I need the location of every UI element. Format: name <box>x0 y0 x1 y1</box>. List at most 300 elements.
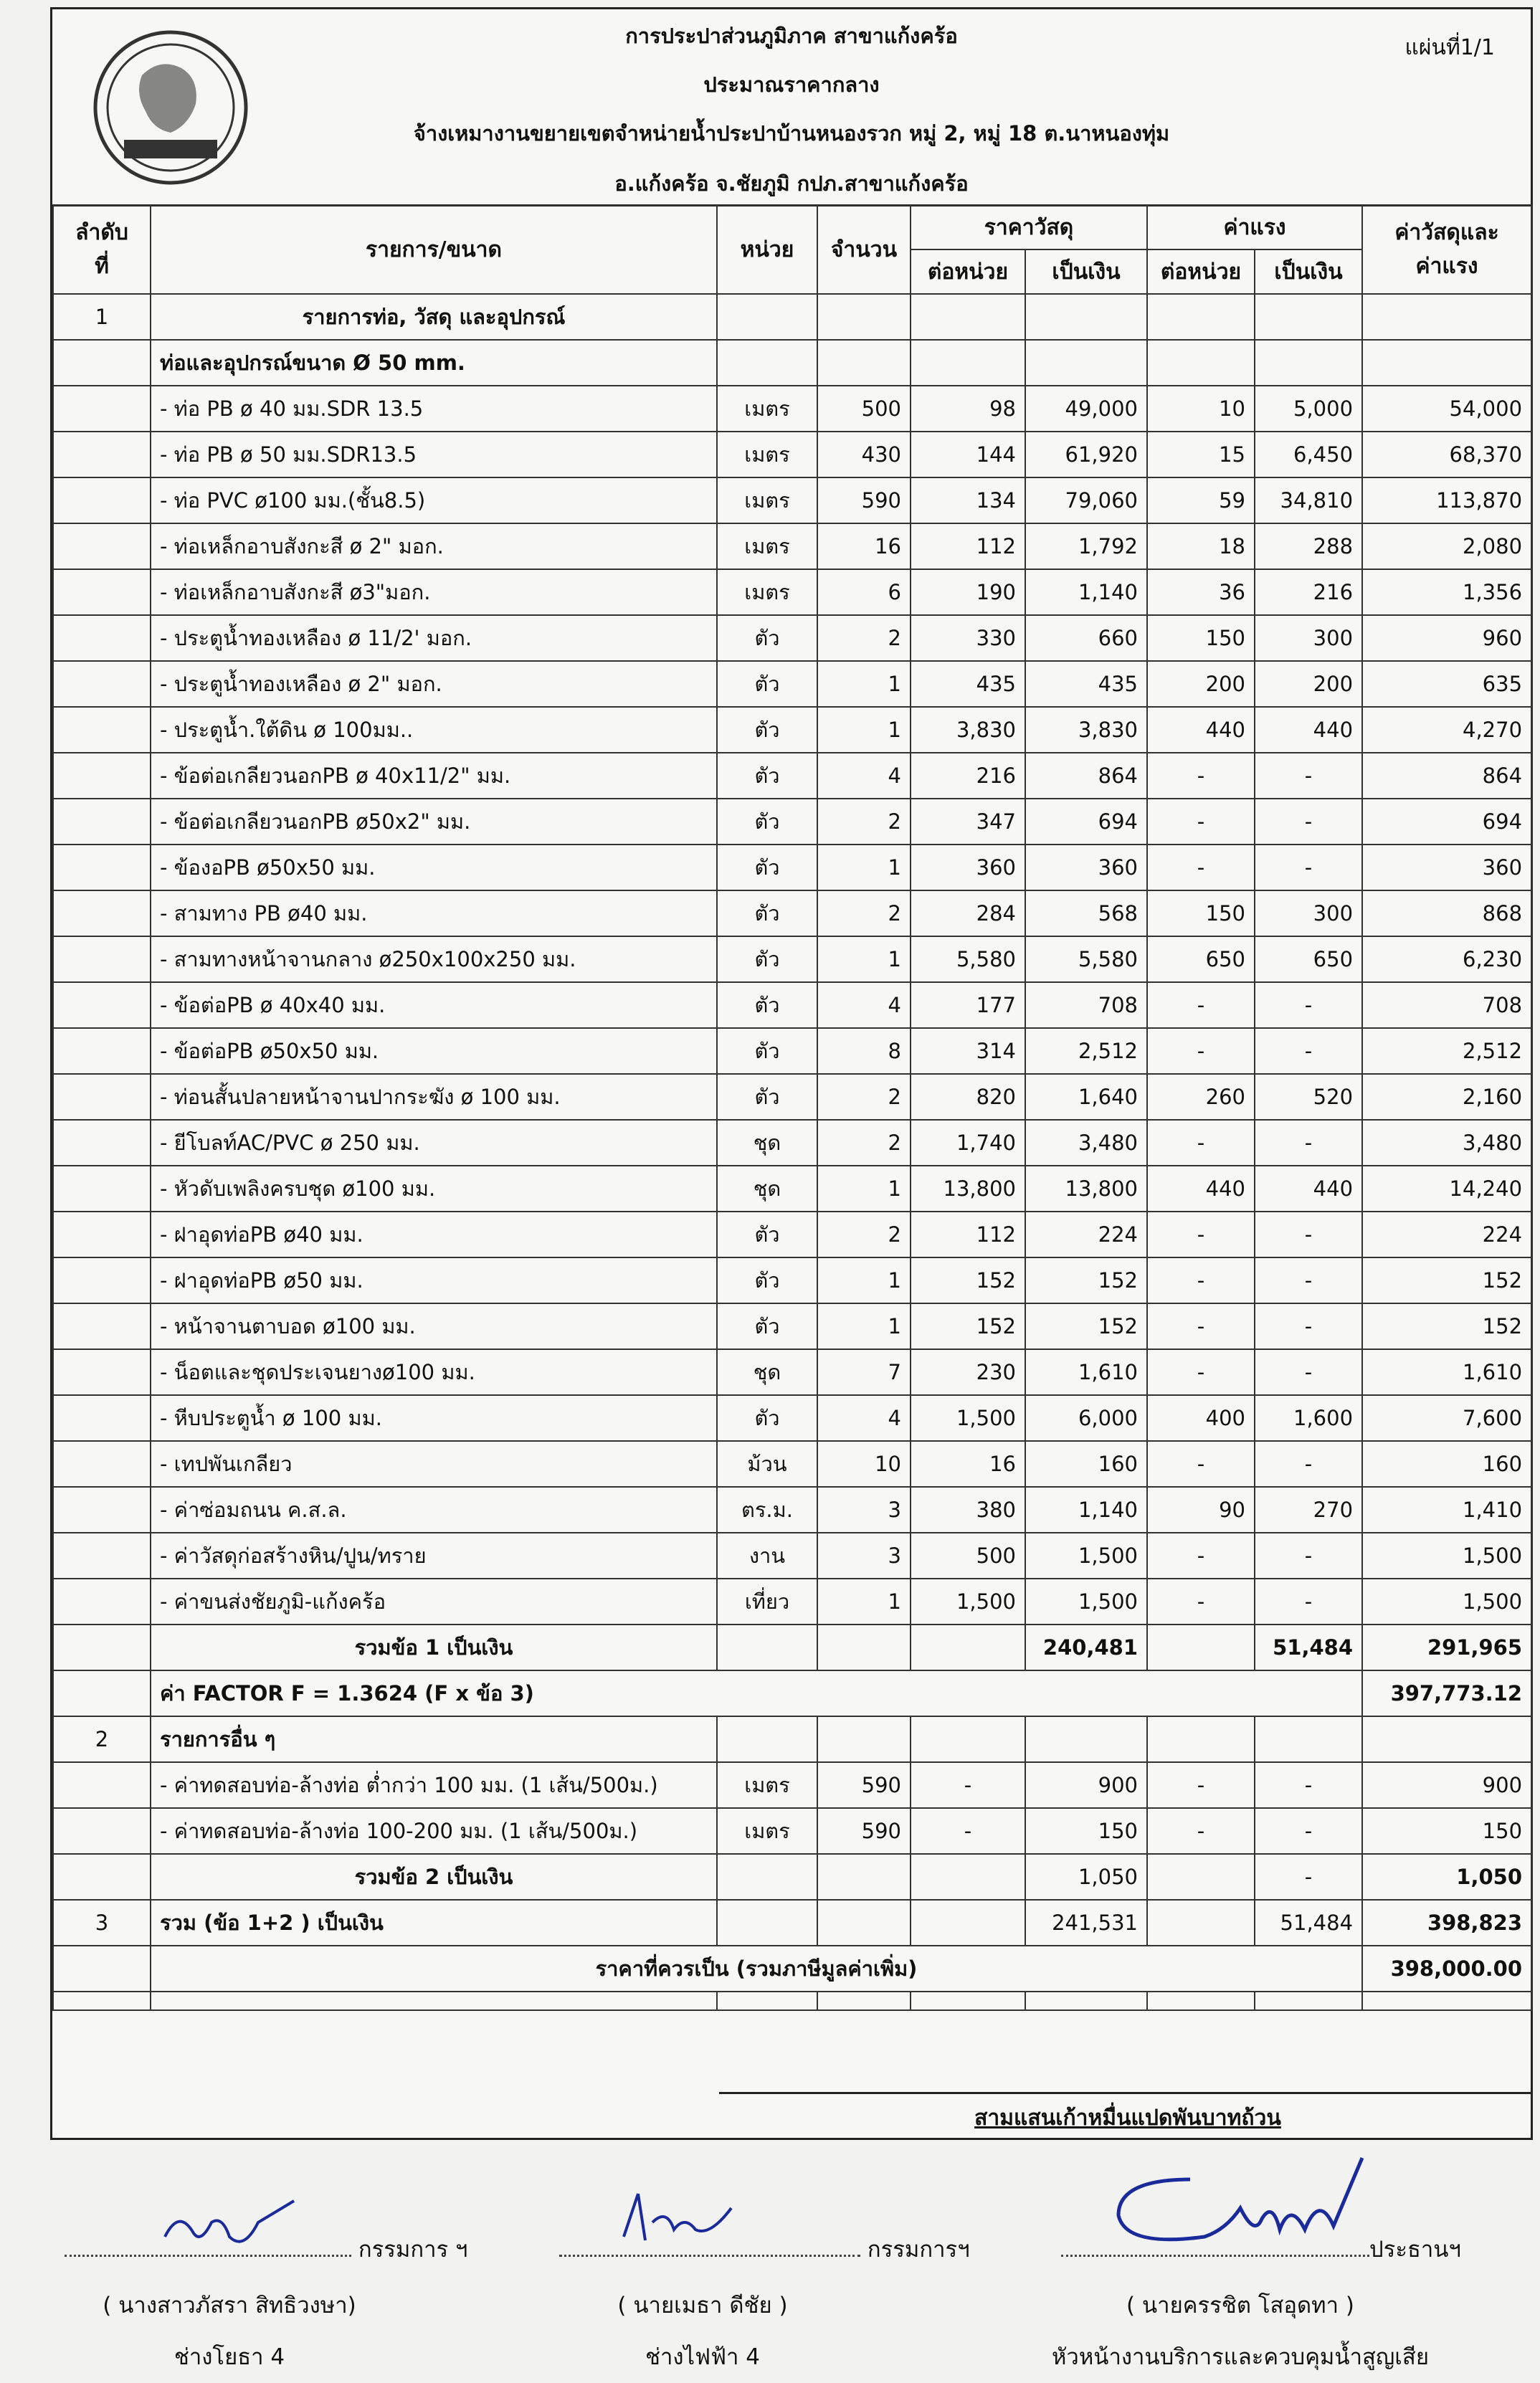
cell-mat-unit: 13,800 <box>911 1166 1025 1212</box>
cell-unit: ชุด <box>717 1349 817 1395</box>
cell-total: 960 <box>1362 615 1531 661</box>
table-row <box>53 890 1531 936</box>
cell-lab-amt: 288 <box>1255 523 1362 569</box>
cell-name: - ยีโบลท์AC/PVC ø 250 มม. <box>151 1120 717 1166</box>
cell-qty: 1 <box>817 707 911 753</box>
cell-lab-unit: 440 <box>1147 707 1255 753</box>
cell-lab-amt: - <box>1255 1808 1362 1854</box>
cell-lab-unit: - <box>1147 1028 1255 1074</box>
cell-unit: ชุด <box>717 1120 817 1166</box>
cell-lab-unit: - <box>1147 1441 1255 1487</box>
cell-total: 868 <box>1362 890 1531 936</box>
cell-lab-amt: - <box>1255 1028 1362 1074</box>
cell-lab-unit: 15 <box>1147 432 1255 477</box>
cell-lab-amt: 300 <box>1255 615 1362 661</box>
table-row <box>53 1762 1531 1808</box>
cell-total: 708 <box>1362 982 1531 1028</box>
cell-mat-unit: 500 <box>911 1533 1025 1579</box>
org-name: การประปาส่วนภูมิภาค สาขาแก้งคร้อ <box>625 24 958 48</box>
cell-lab-amt: - <box>1255 753 1362 799</box>
cell-mat-amt: 435 <box>1025 661 1147 707</box>
sheet-number: แผ่นที่1/1 <box>1404 35 1495 60</box>
cell-name: - ฝาอุดท่อPB ø40 มม. <box>151 1212 717 1257</box>
cell-name: - ค่าทดสอบท่อ-ล้างท่อ ต่ำกว่า 100 มม. (1 เส้น/500ม.) <box>151 1762 717 1808</box>
cell-total: 1,410 <box>1362 1487 1531 1533</box>
cell-mat-unit: 112 <box>911 523 1025 569</box>
cell-unit: เมตร <box>717 1808 817 1854</box>
cell-total: 864 <box>1362 753 1531 799</box>
cell-unit: เมตร <box>717 432 817 477</box>
table-row <box>53 1579 1531 1625</box>
cell-unit: งาน <box>717 1533 817 1579</box>
cell-mat-unit: 380 <box>911 1487 1025 1533</box>
cell-unit: ตัว <box>717 1028 817 1074</box>
factor-row: ค่า FACTOR F = 1.3624 (F x ข้อ 3) 397,773.12 <box>53 1670 1531 1716</box>
signature-1: กรรมการ ฯ <box>65 2231 467 2267</box>
table-row <box>53 1395 1531 1441</box>
cell-unit: ตัว <box>717 1257 817 1303</box>
cell-mat-unit: 314 <box>911 1028 1025 1074</box>
cell-name: - ข้องอPB ø50x50 มม. <box>151 845 717 890</box>
cell-name: - หัวดับเพลิงครบชุด ø100 มม. <box>151 1166 717 1212</box>
cell-qty: 4 <box>817 1395 911 1441</box>
table-row <box>53 1349 1531 1395</box>
cell-name: - ท่อเหล็กอาบสังกะสี ø 2" มอก. <box>151 523 717 569</box>
cell-lab-unit: 440 <box>1147 1166 1255 1212</box>
cell-lab-amt: 270 <box>1255 1487 1362 1533</box>
cell-unit: ตัว <box>717 1074 817 1120</box>
cell-lab-unit: - <box>1147 1579 1255 1625</box>
signature-3: ประธานฯ <box>1061 2231 1461 2267</box>
cell-mat-amt: 360 <box>1025 845 1147 890</box>
table-row <box>53 753 1531 799</box>
cell-mat-amt: 150 <box>1025 1808 1147 1854</box>
document-title: ประมาณราคากลาง <box>703 72 880 97</box>
cell-qty: 2 <box>817 799 911 845</box>
cell-unit: เมตร <box>717 523 817 569</box>
cell-total: 694 <box>1362 799 1531 845</box>
cell-name: - ค่าวัสดุก่อสร้างหิน/ปูน/ทราย <box>151 1533 717 1579</box>
cell-qty: 7 <box>817 1349 911 1395</box>
cell-mat-unit: 144 <box>911 432 1025 477</box>
cell-qty: 2 <box>817 890 911 936</box>
table-row <box>53 1487 1531 1533</box>
cell-lab-unit: - <box>1147 1212 1255 1257</box>
cell-total: 1,500 <box>1362 1579 1531 1625</box>
table-row <box>53 1074 1531 1120</box>
cell-lab-amt: 6,450 <box>1255 432 1362 477</box>
cell-mat-unit: 820 <box>911 1074 1025 1120</box>
cell-lab-amt: 34,810 <box>1255 477 1362 523</box>
cell-mat-unit: 435 <box>911 661 1025 707</box>
cell-total: 113,870 <box>1362 477 1531 523</box>
cell-name: - ประตูน้ำทองเหลือง ø 11/2' มอก. <box>151 615 717 661</box>
table-row <box>53 982 1531 1028</box>
cell-total: 54,000 <box>1362 386 1531 432</box>
sum-1-row: รวมข้อ 1 เป็นเงิน 240,481 51,484 291,965 <box>53 1625 1531 1670</box>
signature-1-name: ( นางสาวภัสรา สิทธิวงษา) <box>103 2293 356 2318</box>
cell-name: - หน้าจานตาบอด ø100 มม. <box>151 1303 717 1349</box>
cell-unit: ชุด <box>717 1166 817 1212</box>
cell-mat-unit: 360 <box>911 845 1025 890</box>
cell-qty: 500 <box>817 386 911 432</box>
cell-lab-amt: 440 <box>1255 707 1362 753</box>
cell-mat-unit: 1,740 <box>911 1120 1025 1166</box>
cell-mat-amt: 3,830 <box>1025 707 1147 753</box>
cell-qty: 1 <box>817 1257 911 1303</box>
col-material-amount: เป็นเงิน <box>1025 249 1147 294</box>
cell-lab-unit: - <box>1147 1349 1255 1395</box>
project-title: จ้างเหมางานขยายเขตจำหน่ายน้ำประปาบ้านหนองรวก หมู่ 2, หมู่ 18 ต.นาหนองทุ่ม <box>413 121 1170 146</box>
cell-name: - หีบประตูน้ำ ø 100 มม. <box>151 1395 717 1441</box>
cell-lab-amt: 520 <box>1255 1074 1362 1120</box>
price-estimate-sheet <box>50 7 1533 2140</box>
cell-lab-unit: - <box>1147 845 1255 890</box>
cell-total: 150 <box>1362 1808 1531 1854</box>
signature-2-position: ช่างไฟฟ้า 4 <box>645 2344 761 2370</box>
cell-lab-unit: - <box>1147 799 1255 845</box>
cell-lab-amt: - <box>1255 1579 1362 1625</box>
cell-total: 1,610 <box>1362 1349 1531 1395</box>
cell-name: - ค่าขนส่งชัยภูมิ-แก้งคร้อ <box>151 1579 717 1625</box>
amount-in-words: สามแสนเก้าหมื่นแปดพันบาทถ้วน <box>974 2106 1281 2131</box>
cell-name: - ท่อนสั้นปลายหน้าจานปากระฆัง ø 100 มม. <box>151 1074 717 1120</box>
cell-mat-unit: 177 <box>911 982 1025 1028</box>
cell-lab-amt: - <box>1255 1762 1362 1808</box>
cell-mat-unit: 1,500 <box>911 1579 1025 1625</box>
cell-unit: เมตร <box>717 569 817 615</box>
table-row <box>53 936 1531 982</box>
cell-total: 1,356 <box>1362 569 1531 615</box>
cell-qty: 2 <box>817 615 911 661</box>
signature-3-name: ( นายครรชิต โสอุดทา ) <box>1126 2293 1354 2318</box>
table-row <box>53 432 1531 477</box>
cell-unit: ตัว <box>717 890 817 936</box>
cell-name: - ท่อ PVC ø100 มม.(ชั้น8.5) <box>151 477 717 523</box>
cell-total: 2,512 <box>1362 1028 1531 1074</box>
cell-qty: 6 <box>817 569 911 615</box>
cell-mat-amt: 5,580 <box>1025 936 1147 982</box>
cell-mat-amt: 864 <box>1025 753 1147 799</box>
cell-unit: ตัว <box>717 1303 817 1349</box>
cell-mat-amt: 49,000 <box>1025 386 1147 432</box>
cell-mat-amt: 1,140 <box>1025 1487 1147 1533</box>
col-labor-header: ค่าแรง <box>1147 205 1362 249</box>
cell-qty: 2 <box>817 1120 911 1166</box>
table-row <box>53 845 1531 890</box>
cell-mat-amt: 160 <box>1025 1441 1147 1487</box>
cell-mat-unit: 190 <box>911 569 1025 615</box>
cell-name: - ท่อเหล็กอาบสังกะสี ø3"มอก. <box>151 569 717 615</box>
cell-lab-unit: - <box>1147 1303 1255 1349</box>
table-row <box>53 569 1531 615</box>
cell-mat-unit: 330 <box>911 615 1025 661</box>
cell-unit: ตัว <box>717 661 817 707</box>
cell-unit: ม้วน <box>717 1441 817 1487</box>
cell-unit: ตัว <box>717 982 817 1028</box>
cell-unit: เมตร <box>717 386 817 432</box>
cell-lab-unit: 260 <box>1147 1074 1255 1120</box>
project-location: อ.แก้งคร้อ จ.ชัยภูมิ กปภ.สาขาแก้งคร้อ <box>614 171 969 196</box>
table-row <box>53 386 1531 432</box>
cell-total: 360 <box>1362 845 1531 890</box>
cell-lab-unit: 200 <box>1147 661 1255 707</box>
table-row <box>53 661 1531 707</box>
cell-mat-unit: 134 <box>911 477 1025 523</box>
cell-name: - ท่อ PB ø 40 มม.SDR 13.5 <box>151 386 717 432</box>
section-2-row: 2 รายการอื่น ๆ <box>53 1716 1531 1762</box>
cell-mat-unit: 230 <box>911 1349 1025 1395</box>
cell-mat-amt: 152 <box>1025 1257 1147 1303</box>
col-item-header: รายการ/ขนาด <box>151 205 717 294</box>
table-row <box>53 1028 1531 1074</box>
cell-mat-amt: 708 <box>1025 982 1147 1028</box>
cell-lab-amt: - <box>1255 799 1362 845</box>
cell-unit: ตัว <box>717 1395 817 1441</box>
cell-mat-amt: 13,800 <box>1025 1166 1147 1212</box>
cell-name: - น็อตและชุดประเจนยางø100 มม. <box>151 1349 717 1395</box>
cell-mat-unit: 1,500 <box>911 1395 1025 1441</box>
cell-lab-amt: 440 <box>1255 1166 1362 1212</box>
cell-lab-amt: 1,600 <box>1255 1395 1362 1441</box>
table-row <box>53 1533 1531 1579</box>
cell-total: 68,370 <box>1362 432 1531 477</box>
cell-lab-unit: - <box>1147 1533 1255 1579</box>
cell-name: - ประตูน้ำ.ใต้ดิน ø 100มม.. <box>151 707 717 753</box>
cell-mat-amt: 1,500 <box>1025 1579 1147 1625</box>
cell-lab-unit: 150 <box>1147 890 1255 936</box>
table-header-row-1 <box>53 205 1531 249</box>
cell-name: - ฝาอุดท่อPB ø50 มม. <box>151 1257 717 1303</box>
section-1-subtitle-row <box>53 340 1531 386</box>
table-row <box>53 1808 1531 1854</box>
cell-total: 224 <box>1362 1212 1531 1257</box>
col-total-header: ค่าวัสดุและ ค่าแรง <box>1362 205 1531 294</box>
cell-mat-amt: 900 <box>1025 1762 1147 1808</box>
final-price-row: ราคาที่ควรเป็น (รวมภาษีมูลค่าเพิ่ม) 398,000.00 <box>53 1946 1531 1992</box>
cell-mat-amt: 1,640 <box>1025 1074 1147 1120</box>
cell-qty: 3 <box>817 1533 911 1579</box>
cell-name: - สามทางหน้าจานกลาง ø250x100x250 มม. <box>151 936 717 982</box>
cell-mat-unit: 16 <box>911 1441 1025 1487</box>
cell-mat-amt: 6,000 <box>1025 1395 1147 1441</box>
cell-lab-amt: - <box>1255 1303 1362 1349</box>
price-table <box>52 204 1532 2011</box>
spacer-row <box>53 1992 1531 2010</box>
section-1-subtitle: ท่อและอุปกรณ์ขนาด Ø 50 mm. <box>151 340 717 386</box>
cell-lab-unit: - <box>1147 982 1255 1028</box>
cell-unit: ตร.ม. <box>717 1487 817 1533</box>
sum-3-row: 3 รวม (ข้อ 1+2 ) เป็นเงิน 241,531 51,484 398,823 <box>53 1900 1531 1946</box>
table-row <box>53 707 1531 753</box>
cell-qty: 1 <box>817 845 911 890</box>
section-1-row: 1 รายการท่อ, วัสดุ และอุปกรณ์ <box>53 294 1531 340</box>
cell-lab-unit: 90 <box>1147 1487 1255 1533</box>
cell-mat-unit: 152 <box>911 1303 1025 1349</box>
sum-2-row: รวมข้อ 2 เป็นเงิน 1,050 - 1,050 <box>53 1854 1531 1900</box>
cell-name: - ค่าซ่อมถนน ค.ส.ล. <box>151 1487 717 1533</box>
cell-lab-unit: - <box>1147 753 1255 799</box>
cell-mat-amt: 61,920 <box>1025 432 1147 477</box>
cell-qty: 1 <box>817 1579 911 1625</box>
cell-lab-unit: - <box>1147 1257 1255 1303</box>
cell-total: 160 <box>1362 1441 1531 1487</box>
table-row <box>53 1166 1531 1212</box>
col-labor-per-unit: ต่อหน่วย <box>1147 249 1255 294</box>
signature-3-position: หัวหน้างานบริการและควบคุมน้ำสูญเสีย <box>1051 2344 1429 2370</box>
cell-unit: ตัว <box>717 753 817 799</box>
cell-mat-unit: 216 <box>911 753 1025 799</box>
cell-qty: 430 <box>817 432 911 477</box>
cell-qty: 2 <box>817 1074 911 1120</box>
cell-qty: 4 <box>817 982 911 1028</box>
cell-name: - ข้อต่อเกลียวนอกPB ø 40x11/2" มม. <box>151 753 717 799</box>
cell-lab-amt: - <box>1255 1441 1362 1487</box>
cell-qty: 1 <box>817 1303 911 1349</box>
table-row <box>53 523 1531 569</box>
cell-unit: ตัว <box>717 707 817 753</box>
cell-lab-unit: 10 <box>1147 386 1255 432</box>
cell-name: - ข้อต่อเกลียวนอกPB ø50x2" มม. <box>151 799 717 845</box>
cell-mat-unit: 347 <box>911 799 1025 845</box>
cell-total: 1,500 <box>1362 1533 1531 1579</box>
table-row <box>53 1212 1531 1257</box>
cell-lab-amt: 5,000 <box>1255 386 1362 432</box>
cell-name: - เทปพันเกลียว <box>151 1441 717 1487</box>
table-row <box>53 1257 1531 1303</box>
cell-mat-amt: 1,140 <box>1025 569 1147 615</box>
cell-mat-amt: 2,512 <box>1025 1028 1147 1074</box>
cell-mat-amt: 694 <box>1025 799 1147 845</box>
table-row <box>53 615 1531 661</box>
cell-qty: 590 <box>817 477 911 523</box>
cell-mat-unit: 112 <box>911 1212 1025 1257</box>
cell-lab-amt: - <box>1255 845 1362 890</box>
cell-name: - ประตูน้ำทองเหลือง ø 2" มอก. <box>151 661 717 707</box>
cell-name: - ข้อต่อPB ø50x50 มม. <box>151 1028 717 1074</box>
cell-lab-unit: - <box>1147 1808 1255 1854</box>
cell-lab-amt: 650 <box>1255 936 1362 982</box>
cell-total: 2,160 <box>1362 1074 1531 1120</box>
cell-name: - สามทาง PB ø40 มม. <box>151 890 717 936</box>
table-row <box>53 1303 1531 1349</box>
cell-lab-unit: 18 <box>1147 523 1255 569</box>
table-row <box>53 1120 1531 1166</box>
cell-mat-amt: 568 <box>1025 890 1147 936</box>
cell-unit: เที่ยว <box>717 1579 817 1625</box>
cell-name: - ท่อ PB ø 50 มม.SDR13.5 <box>151 432 717 477</box>
cell-total: 635 <box>1362 661 1531 707</box>
cell-mat-amt: 1,500 <box>1025 1533 1147 1579</box>
cell-mat-amt: 1,792 <box>1025 523 1147 569</box>
cell-lab-amt: - <box>1255 1212 1362 1257</box>
cell-lab-unit: 150 <box>1147 615 1255 661</box>
cell-qty: 4 <box>817 753 911 799</box>
cell-mat-unit: 98 <box>911 386 1025 432</box>
cell-name: - ค่าทดสอบท่อ-ล้างท่อ 100-200 มม. (1 เส้น/500ม.) <box>151 1808 717 1854</box>
cell-qty: 1 <box>817 661 911 707</box>
signature-2: กรรมการฯ <box>559 2231 970 2267</box>
cell-mat-amt: 1,610 <box>1025 1349 1147 1395</box>
signature-1-position: ช่างโยธา 4 <box>174 2344 285 2370</box>
cell-unit: เมตร <box>717 1762 817 1808</box>
cell-total: 900 <box>1362 1762 1531 1808</box>
cell-lab-amt: 300 <box>1255 890 1362 936</box>
cell-lab-unit: 36 <box>1147 569 1255 615</box>
section-1-title: รายการท่อ, วัสดุ และอุปกรณ์ <box>151 294 717 340</box>
cell-unit: ตัว <box>717 1212 817 1257</box>
col-no-header: ลำดับ ที่ <box>53 205 151 294</box>
document-header <box>52 9 1531 206</box>
cell-total: 3,480 <box>1362 1120 1531 1166</box>
cell-unit: ตัว <box>717 615 817 661</box>
cell-lab-amt: - <box>1255 1349 1362 1395</box>
cell-mat-amt: 660 <box>1025 615 1147 661</box>
cell-mat-amt: 3,480 <box>1025 1120 1147 1166</box>
cell-lab-amt: 216 <box>1255 569 1362 615</box>
table-row <box>53 477 1531 523</box>
cell-mat-unit: - <box>911 1762 1025 1808</box>
cell-total: 2,080 <box>1362 523 1531 569</box>
signature-2-name: ( นายเมธา ดีชัย ) <box>617 2293 788 2318</box>
cell-lab-amt: - <box>1255 1257 1362 1303</box>
cell-mat-unit: 3,830 <box>911 707 1025 753</box>
cell-lab-amt: - <box>1255 1120 1362 1166</box>
cell-qty: 590 <box>817 1762 911 1808</box>
cell-name: - ข้อต่อPB ø 40x40 มม. <box>151 982 717 1028</box>
cell-unit: ตัว <box>717 799 817 845</box>
cell-unit: ตัว <box>717 936 817 982</box>
cell-qty: 590 <box>817 1808 911 1854</box>
cell-mat-amt: 152 <box>1025 1303 1147 1349</box>
cell-qty: 2 <box>817 1212 911 1257</box>
col-material-per-unit: ต่อหน่วย <box>911 249 1025 294</box>
cell-mat-unit: - <box>911 1808 1025 1854</box>
cell-mat-amt: 79,060 <box>1025 477 1147 523</box>
cell-lab-unit: - <box>1147 1120 1255 1166</box>
cell-qty: 8 <box>817 1028 911 1074</box>
cell-unit: เมตร <box>717 477 817 523</box>
cell-lab-amt: 200 <box>1255 661 1362 707</box>
cell-qty: 16 <box>817 523 911 569</box>
cell-unit: ตัว <box>717 845 817 890</box>
col-qty-header: จำนวน <box>817 205 911 294</box>
col-unit-header: หน่วย <box>717 205 817 294</box>
cell-qty: 3 <box>817 1487 911 1533</box>
col-material-header: ราคาวัสดุ <box>911 205 1147 249</box>
cell-qty: 10 <box>817 1441 911 1487</box>
cell-lab-unit: 400 <box>1147 1395 1255 1441</box>
col-labor-amount: เป็นเงิน <box>1255 249 1362 294</box>
table-row <box>53 1441 1531 1487</box>
cell-mat-amt: 224 <box>1025 1212 1147 1257</box>
cell-mat-unit: 152 <box>911 1257 1025 1303</box>
cell-mat-unit: 284 <box>911 890 1025 936</box>
cell-lab-unit: 650 <box>1147 936 1255 982</box>
table-row <box>53 799 1531 845</box>
cell-lab-unit: - <box>1147 1762 1255 1808</box>
cell-qty: 1 <box>817 1166 911 1212</box>
cell-total: 7,600 <box>1362 1395 1531 1441</box>
cell-mat-unit: 5,580 <box>911 936 1025 982</box>
cell-total: 14,240 <box>1362 1166 1531 1212</box>
cell-total: 6,230 <box>1362 936 1531 982</box>
cell-total: 152 <box>1362 1303 1531 1349</box>
cell-total: 4,270 <box>1362 707 1531 753</box>
cell-qty: 1 <box>817 936 911 982</box>
cell-lab-amt: - <box>1255 982 1362 1028</box>
cell-total: 152 <box>1362 1257 1531 1303</box>
